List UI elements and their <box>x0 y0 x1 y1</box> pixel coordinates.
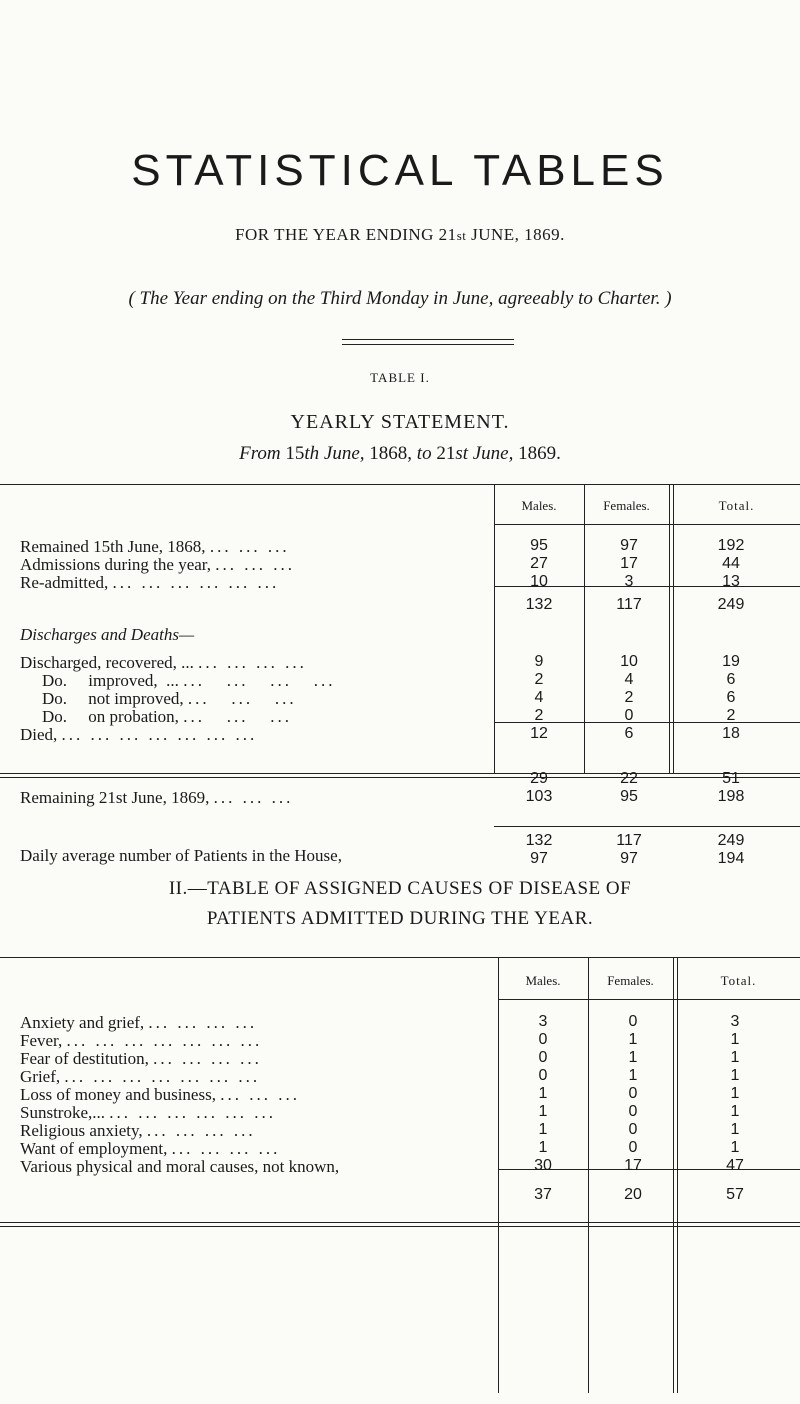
table2-heading-line1: II.—TABLE OF ASSIGNED CAUSES OF DISEASE OF <box>168 878 632 899</box>
cell-females: 1 <box>628 1049 638 1066</box>
range-to: to <box>416 443 432 464</box>
cell-males: 27 <box>530 555 548 572</box>
table2-row-label: Loss of money and business, ... ... ... <box>20 1085 300 1104</box>
cell-males: 9 <box>534 653 544 670</box>
range-date1-num: 15 <box>285 443 305 464</box>
cell-males-total: 37 <box>534 1186 552 1203</box>
table1-heading: YEARLY STATEMENT. <box>290 411 510 433</box>
cell-males-subtotal: 29 <box>530 770 548 787</box>
decorative-double-rule <box>342 339 514 345</box>
subtitle-ordinal: st <box>456 228 467 243</box>
cell-females: 0 <box>628 1013 638 1030</box>
table1-row-label: Do. on probation, ... ... ... <box>42 707 292 726</box>
table1-row-label: Admissions during the year, ... ... ... <box>20 555 296 574</box>
cell-total: 1 <box>730 1067 740 1084</box>
range-from: From <box>239 443 281 464</box>
table1-date-range <box>0 443 800 465</box>
table1-row-label: Discharged, recovered, ... ... ... ... ... <box>20 653 307 672</box>
cell-total: 13 <box>722 573 740 590</box>
table2-header-males: Males. <box>525 973 561 988</box>
cell-females: 0 <box>624 707 634 724</box>
range-date1-suffix: th June, <box>304 443 365 464</box>
table1-header-females: Females. <box>603 498 650 513</box>
charter-note: ( The Year ending on the Third Monday in June, agreeably to Charter. ) <box>128 288 672 309</box>
cell-females: 0 <box>628 1103 638 1120</box>
cell-males: 10 <box>530 573 548 590</box>
cell-total: 6 <box>726 671 736 688</box>
table2-header-females: Females. <box>607 973 654 988</box>
cell-females: 95 <box>620 788 638 805</box>
cell-females-subtotal: 117 <box>616 596 642 613</box>
table2-row-label: Religious anxiety, ... ... ... ... <box>20 1121 256 1140</box>
range-date2-num: 21 <box>436 443 456 464</box>
table2-row-label: Fear of destitution, ... ... ... ... <box>20 1049 262 1068</box>
table1-row-label: Remaining 21st June, 1869, ... ... ... <box>20 788 294 807</box>
cell-total: 2 <box>726 707 736 724</box>
cell-total: 3 <box>730 1013 740 1030</box>
cell-females: 1 <box>628 1031 638 1048</box>
table1-top-rule <box>0 484 800 485</box>
subtitle-prefix: FOR THE YEAR ENDING 21 <box>235 225 457 244</box>
cell-females: 17 <box>624 1157 642 1174</box>
page-subtitle <box>0 225 800 245</box>
cell-females-subtotal: 22 <box>620 770 638 787</box>
table2-row-label: Grief, ... ... ... ... ... ... ... <box>20 1067 261 1086</box>
table2-header-total: Total. <box>720 973 757 988</box>
cell-total-total: 57 <box>726 1186 744 1203</box>
cell-females-total: 117 <box>616 832 642 849</box>
table2-heading-line2: PATIENTS ADMITTED DURING THE YEAR. <box>206 908 594 929</box>
table2-bottom-rule <box>0 1222 800 1223</box>
cell-males: 1 <box>538 1085 548 1102</box>
cell-total-total: 249 <box>717 832 745 849</box>
cell-females: 2 <box>624 689 634 706</box>
table1-header-males: Males. <box>521 498 557 513</box>
table1-bottom-rule <box>0 773 800 774</box>
cell-females: 0 <box>628 1085 638 1102</box>
cell-total: 198 <box>717 788 745 805</box>
table1-label: TABLE I. <box>370 370 430 385</box>
table2-row-label: Want of employment, ... ... ... ... <box>20 1139 281 1158</box>
cell-total: 19 <box>722 653 740 670</box>
cell-males: 2 <box>534 671 544 688</box>
cell-total: 18 <box>722 725 740 742</box>
table1-row-label: Do. improved, ... ... ... ... ... <box>42 671 336 690</box>
cell-males: 2 <box>534 707 544 724</box>
table1-row-label: Remained 15th June, 1868, ... ... ... <box>20 537 290 556</box>
range-year2: 1869. <box>518 443 561 464</box>
cell-females: 6 <box>624 725 634 742</box>
table2-row-label: Sunstroke,... ... ... ... ... ... ... <box>20 1103 276 1122</box>
cell-total-subtotal: 249 <box>717 596 745 613</box>
table1-subtotal-rule <box>494 826 800 827</box>
cell-total: 1 <box>730 1085 740 1102</box>
cell-males: 4 <box>534 689 544 706</box>
cell-males: 30 <box>534 1157 552 1174</box>
cell-females: 97 <box>620 537 638 554</box>
cell-total: 192 <box>717 537 745 554</box>
cell-males-total: 132 <box>525 832 553 849</box>
subtitle-suffix: JUNE, 1869. <box>466 225 565 244</box>
table2-row-label: Anxiety and grief, ... ... ... ... <box>20 1013 258 1032</box>
cell-males: 97 <box>530 850 548 867</box>
table1-row-label: Daily average number of Patients in the House, <box>20 846 342 865</box>
table1-row-label: Do. not improved, ... ... ... <box>42 689 297 708</box>
table2-bottom-rule <box>0 1226 800 1227</box>
table2-row-label: Fever, ... ... ... ... ... ... ... <box>20 1031 263 1050</box>
cell-total: 44 <box>722 555 740 572</box>
cell-males: 3 <box>538 1013 548 1030</box>
cell-males: 1 <box>538 1103 548 1120</box>
range-year1: 1868, <box>369 443 413 464</box>
cell-females-total: 20 <box>624 1186 642 1203</box>
table2-header-rule <box>498 999 800 1000</box>
cell-males: 1 <box>538 1121 548 1138</box>
cell-females: 0 <box>628 1139 638 1156</box>
cell-males: 95 <box>530 537 548 554</box>
table2-top-rule <box>0 957 800 958</box>
cell-females: 4 <box>624 671 634 688</box>
cell-females: 17 <box>620 555 638 572</box>
cell-males: 0 <box>538 1049 548 1066</box>
cell-males-subtotal: 132 <box>525 596 553 613</box>
table1-bottom-rule <box>0 777 800 778</box>
range-date2-suffix: st June, <box>455 443 514 464</box>
cell-total: 1 <box>730 1121 740 1138</box>
cell-total: 194 <box>717 850 745 867</box>
cell-males: 0 <box>538 1031 548 1048</box>
cell-total: 1 <box>730 1139 740 1156</box>
table1-header-total: Total. <box>718 498 755 513</box>
cell-males: 12 <box>530 725 548 742</box>
page-title: STATISTICAL TABLES <box>131 146 669 195</box>
cell-total: 47 <box>726 1157 744 1174</box>
cell-males: 0 <box>538 1067 548 1084</box>
table1-row-label: Died, ... ... ... ... ... ... ... <box>20 725 258 744</box>
cell-total: 1 <box>730 1031 740 1048</box>
cell-females: 97 <box>620 850 638 867</box>
cell-females: 1 <box>628 1067 638 1084</box>
table1-header-rule <box>494 524 800 525</box>
cell-total: 1 <box>730 1049 740 1066</box>
table2-row-label: Various physical and moral causes, not known, <box>20 1157 340 1176</box>
cell-females: 10 <box>620 653 638 670</box>
cell-total-subtotal: 51 <box>722 770 740 787</box>
cell-males: 103 <box>525 788 553 805</box>
table1-section-label: Discharges and Deaths— <box>20 625 195 644</box>
cell-females: 0 <box>628 1121 638 1138</box>
cell-total: 1 <box>730 1103 740 1120</box>
cell-males: 1 <box>538 1139 548 1156</box>
cell-females: 3 <box>624 573 634 590</box>
cell-total: 6 <box>726 689 736 706</box>
table1-row-label: Re-admitted, ... ... ... ... ... ... <box>20 573 280 592</box>
